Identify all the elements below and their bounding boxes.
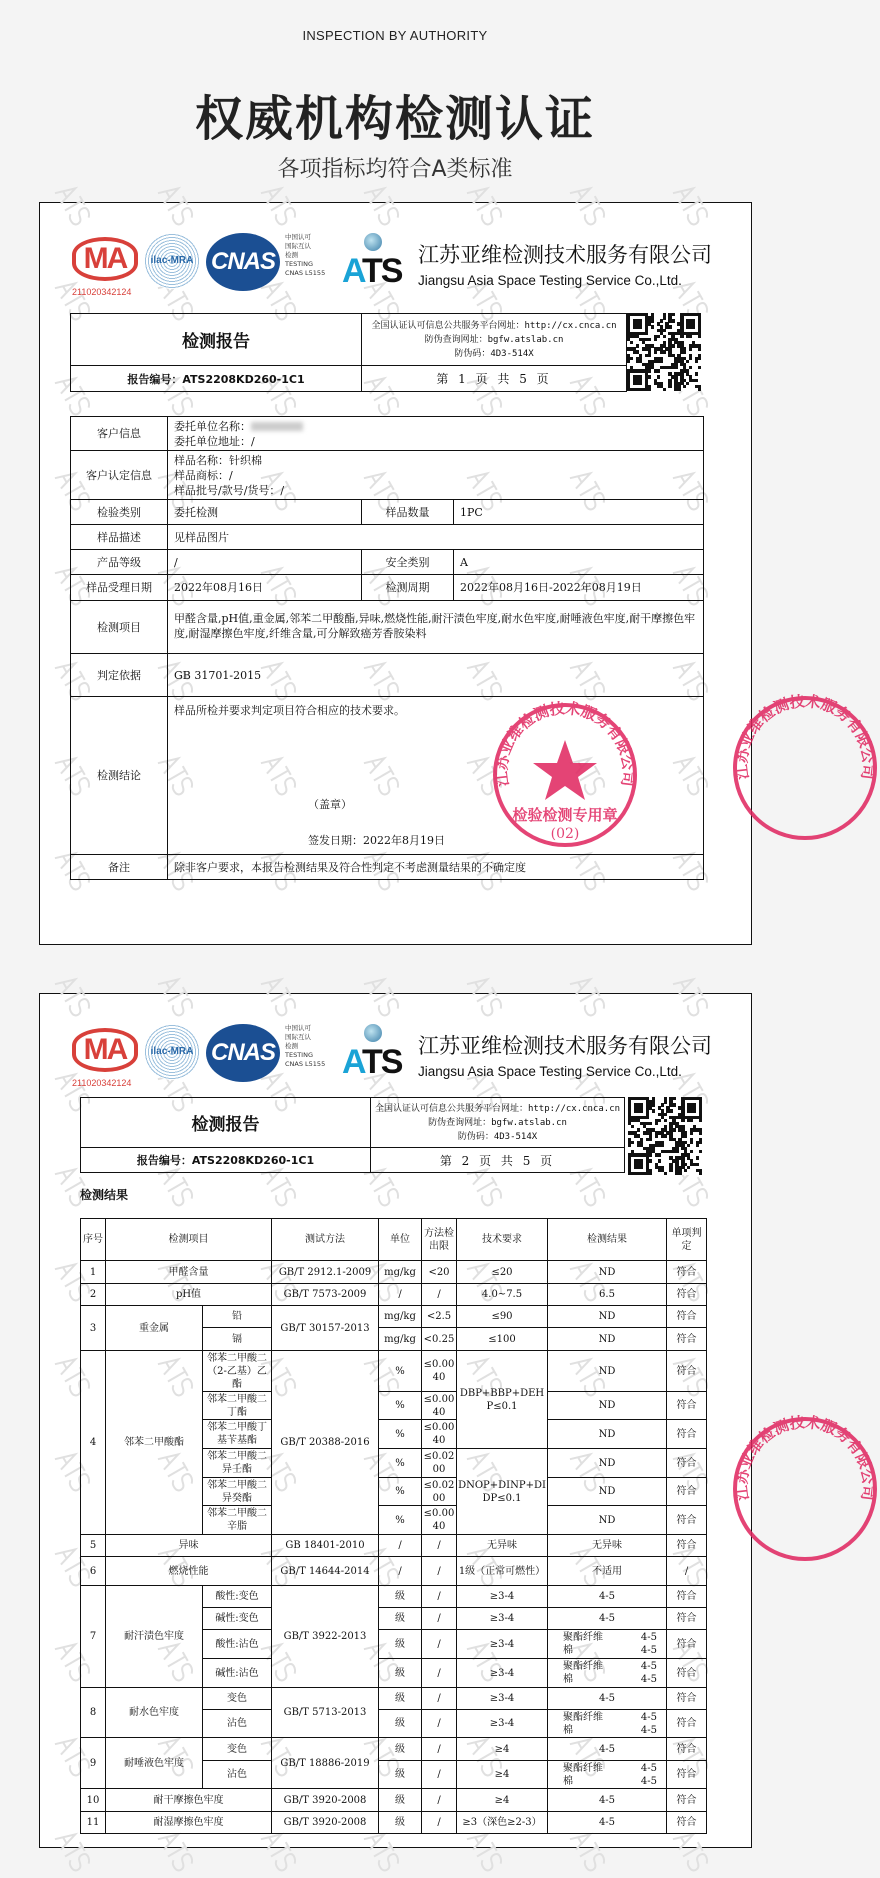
test-method: GB/T 7573-2009 <box>272 1284 379 1306</box>
item-name: 甲醛含量 <box>106 1261 272 1284</box>
unit: / <box>379 1535 422 1557</box>
test-result: ND <box>548 1306 667 1328</box>
unit: / <box>379 1557 422 1586</box>
sub-item-name: 邻苯二甲酸二丁酯 <box>203 1392 272 1420</box>
verdict: 符合 <box>667 1478 707 1506</box>
sub-item-name: 沾色 <box>203 1761 272 1789</box>
detection-limit: ≤0.0200 <box>422 1449 457 1478</box>
test-result: ND <box>548 1449 667 1478</box>
sub-item-name: 沾色 <box>203 1710 272 1738</box>
detection-limit: <20 <box>422 1261 457 1284</box>
requirement: ≤100 <box>457 1328 548 1351</box>
cma-logo: MA <box>72 1028 138 1072</box>
item-name: 异味 <box>106 1535 272 1557</box>
result-line <box>549 1775 665 1788</box>
cnas-caption: 中国认可 国际互认 检测 TESTING CNAS L5155 <box>285 233 326 277</box>
receipt-date-label: 样品受理日期 <box>71 575 168 601</box>
platform-url: 全国认证认可信息公共服务平台网址：http://cx.cnca.cn <box>371 320 617 331</box>
page-subtitle: 各项指标均符合A类标准 <box>277 157 513 182</box>
ilac-mra-logo: ilac-MRA <box>144 233 200 289</box>
sub-item-name: 镉 <box>203 1328 272 1351</box>
test-result: ND <box>548 1261 667 1284</box>
unit: % <box>379 1392 422 1420</box>
watermark-ats-mark <box>48 1828 93 1878</box>
column-header: 单项判定 <box>667 1219 707 1261</box>
requirement: ≥4 <box>457 1738 548 1761</box>
unit: % <box>379 1351 422 1392</box>
unit: 级 <box>379 1659 422 1688</box>
unit: % <box>379 1478 422 1506</box>
cma-number: 211020342124 <box>72 1078 132 1088</box>
conclusion-label: 检测结论 <box>71 697 168 855</box>
sample-info-table <box>70 416 704 880</box>
detection-limit: / <box>422 1812 457 1834</box>
partial-seal <box>730 1414 880 1564</box>
detection-limit: ≤0.0040 <box>422 1420 457 1449</box>
sub-item-name: 邻苯二甲酸二（2-乙基）乙酯 <box>203 1351 272 1392</box>
sample-name: 样品名称：针织棉 <box>174 453 262 467</box>
detection-limit: / <box>422 1789 457 1812</box>
result-line <box>549 1762 665 1775</box>
globe-icon <box>364 1024 382 1042</box>
rating: 4-5 <box>640 1711 657 1723</box>
item-name: 重金属 <box>106 1306 203 1351</box>
unit: mg/kg <box>379 1306 422 1328</box>
unit: 级 <box>379 1789 422 1812</box>
item-name: 邻苯二甲酸酯 <box>106 1351 203 1535</box>
rating: 4-5 <box>640 1674 657 1685</box>
test-result: ND <box>548 1328 667 1351</box>
requirement: ≥3-4 <box>457 1586 548 1608</box>
watermark-ats-mark <box>666 1828 711 1878</box>
verdict: 符合 <box>667 1586 707 1608</box>
ilac-mra-logo: ilac-MRA <box>144 1024 200 1080</box>
sub-item-name: 酸性:沾色 <box>203 1630 272 1659</box>
seal-center-text: 检验检测专用章 <box>512 806 618 824</box>
company-name-cn: 江苏亚维检测技术服务有限公司 <box>418 1034 712 1058</box>
verdict: 符合 <box>667 1392 707 1420</box>
detection-limit: / <box>422 1630 457 1659</box>
table-row <box>81 1306 707 1328</box>
basis-label: 判定依据 <box>71 654 168 697</box>
requirement: ≥3-4 <box>457 1710 548 1738</box>
test-result: 4-5 <box>548 1688 667 1710</box>
section-kicker: INSPECTION BY AUTHORITY <box>302 28 488 43</box>
verdict: 符合 <box>667 1506 707 1535</box>
requirement: 1级（正常可燃性） <box>457 1557 548 1586</box>
sample-qty: 1PC <box>454 500 704 525</box>
test-result: 4-5 <box>548 1812 667 1834</box>
verdict: 符合 <box>667 1789 707 1812</box>
basis: GB 31701-2015 <box>168 654 704 697</box>
table-header-row <box>81 1219 707 1261</box>
test-method: GB/T 18886-2019 <box>272 1738 379 1789</box>
item-name: 耐干摩擦色牢度 <box>106 1789 272 1812</box>
customer-name: 委托单位名称： <box>174 419 251 433</box>
detection-limit: <2.5 <box>422 1306 457 1328</box>
inspection-type: 委托检测 <box>168 500 362 525</box>
grade-label: 产品等级 <box>71 550 168 575</box>
table-row <box>81 1812 707 1834</box>
fiber-name: 棉 <box>563 1724 573 1736</box>
result-line <box>549 1644 665 1657</box>
column-header: 检测结果 <box>548 1219 667 1261</box>
results-heading: 检测结果 <box>80 1188 129 1202</box>
unit: 级 <box>379 1761 422 1789</box>
fiber-name: 聚酯纤维 <box>563 1711 603 1723</box>
item-number: 2 <box>81 1284 106 1306</box>
ats-logo: ATS <box>342 1043 402 1081</box>
unit: 级 <box>379 1586 422 1608</box>
test-result: 不适用 <box>548 1557 667 1586</box>
ats-logo: ATS <box>342 252 402 290</box>
requirement: DBP+BBP+DEHP≤0.1 <box>457 1351 548 1449</box>
sub-item-name: 变色 <box>203 1738 272 1761</box>
verdict: 符合 <box>667 1630 707 1659</box>
conclusion-cell <box>168 697 704 855</box>
table-row <box>81 1586 707 1608</box>
report-page-1 <box>39 202 878 945</box>
result-line <box>549 1631 665 1644</box>
unit: % <box>379 1449 422 1478</box>
detection-limit: ≤0.0040 <box>422 1392 457 1420</box>
report-header-table <box>80 1097 625 1173</box>
requirement: ≥3（深色≥2-3） <box>457 1812 548 1834</box>
verdict: 符合 <box>667 1420 707 1449</box>
detection-limit: / <box>422 1761 457 1789</box>
item-number: 9 <box>81 1738 106 1789</box>
item-number: 6 <box>81 1557 106 1586</box>
unit: mg/kg <box>379 1328 422 1351</box>
table-row <box>81 1535 707 1557</box>
conclusion-text: 样品所检并要求判定项目符合相应的技术要求。 <box>174 704 405 717</box>
test-result: 4-5 <box>548 1608 667 1630</box>
item-name: 耐湿摩擦色牢度 <box>106 1812 272 1834</box>
result-line <box>549 1711 665 1724</box>
fiber-name: 棉 <box>563 1645 573 1656</box>
unit: 级 <box>379 1738 422 1761</box>
test-result <box>548 1710 667 1738</box>
report-number: 报告编号：ATS2208KD260-1C1 <box>81 1148 371 1173</box>
detection-limit: / <box>422 1608 457 1630</box>
verdict: / <box>667 1557 707 1586</box>
test-result: 4-5 <box>548 1789 667 1812</box>
fiber-name: 聚酯纤维 <box>563 1661 603 1672</box>
confirm-info <box>168 451 704 500</box>
sample-qty-label: 样品数量 <box>362 500 454 525</box>
unit: % <box>379 1506 422 1535</box>
item-number: 5 <box>81 1535 106 1557</box>
column-header: 技术要求 <box>457 1219 548 1261</box>
item-number: 11 <box>81 1812 106 1834</box>
logo-bar <box>40 203 753 303</box>
verdict: 符合 <box>667 1449 707 1478</box>
sub-item-name: 铅 <box>203 1306 272 1328</box>
detection-limit: / <box>422 1738 457 1761</box>
safety-category: A <box>454 550 704 575</box>
test-result: 4-5 <box>548 1586 667 1608</box>
table-row <box>81 1688 707 1710</box>
fiber-name: 聚酯纤维 <box>563 1762 603 1774</box>
verify-site: 防伪查询网址：bgfw.atslab.cn <box>428 1117 567 1128</box>
requirement: ≥3-4 <box>457 1659 548 1688</box>
table-row <box>81 1789 707 1812</box>
test-period-label: 检测周期 <box>362 575 454 601</box>
rating: 4-5 <box>640 1775 657 1787</box>
detection-limit: / <box>422 1710 457 1738</box>
unit: 级 <box>379 1630 422 1659</box>
inspection-type-label: 检验类别 <box>71 500 168 525</box>
verdict: 符合 <box>667 1659 707 1688</box>
column-header: 检测项目 <box>106 1219 272 1261</box>
sample-desc: 见样品图片 <box>168 525 704 550</box>
test-result <box>548 1659 667 1688</box>
page-title: 权威机构检测认证 <box>194 91 595 147</box>
detection-limit: / <box>422 1688 457 1710</box>
requirement: ≥3-4 <box>457 1630 548 1659</box>
requirement: ≤20 <box>457 1261 548 1284</box>
rating: 4-5 <box>640 1632 657 1643</box>
sample-desc-label: 样品描述 <box>71 525 168 550</box>
company-name-en: Jiangsu Asia Space Testing Service Co.,Ltd. <box>418 273 682 288</box>
test-method: GB/T 3920-2008 <box>272 1789 379 1812</box>
results-table <box>80 1218 707 1834</box>
issue-date: 签发日期：2022年8月19日 <box>308 834 445 847</box>
page-indicator: 第 1 页 共 5 页 <box>362 366 627 392</box>
detection-limit: / <box>422 1659 457 1688</box>
unit: 级 <box>379 1608 422 1630</box>
result-line <box>549 1724 665 1737</box>
sub-item-name: 邻苯二甲酸丁基苄基酯 <box>203 1420 272 1449</box>
cnas-caption: 中国认可 国际互认 检测 TESTING CNAS L5155 <box>285 1024 326 1068</box>
sub-item-name: 酸性:变色 <box>203 1586 272 1608</box>
table-row <box>81 1738 707 1761</box>
customer-address: 委托单位地址：/ <box>174 434 255 448</box>
verdict: 符合 <box>667 1351 707 1392</box>
verdict: 符合 <box>667 1284 707 1306</box>
fiber-name: 棉 <box>563 1674 573 1685</box>
test-method: GB/T 3920-2008 <box>272 1812 379 1834</box>
remark-label: 备注 <box>71 855 168 880</box>
requirement: ≥4 <box>457 1761 548 1789</box>
company-name-en: Jiangsu Asia Space Testing Service Co.,Ltd. <box>418 1064 682 1079</box>
verdict: 符合 <box>667 1328 707 1351</box>
item-number: 10 <box>81 1789 106 1812</box>
requirement: 4.0~7.5 <box>457 1284 548 1306</box>
requirement: ≥3-4 <box>457 1688 548 1710</box>
watermark-ats-mark <box>357 1828 402 1878</box>
sub-item-name: 邻苯二甲酸二异癸酯 <box>203 1478 272 1506</box>
unit: 级 <box>379 1812 422 1834</box>
customer-name-redacted <box>251 422 303 431</box>
verdict: 符合 <box>667 1812 707 1834</box>
fiber-name: 聚酯纤维 <box>563 1632 603 1643</box>
company-name-cn: 江苏亚维检测技术服务有限公司 <box>418 243 712 267</box>
sub-item-name: 碱性:变色 <box>203 1608 272 1630</box>
receipt-date: 2022年08月16日 <box>168 575 362 601</box>
watermark-ats-mark <box>254 1828 299 1878</box>
page-indicator: 第 2 页 共 5 页 <box>371 1148 625 1173</box>
item-number: 8 <box>81 1688 106 1738</box>
sample-batch: 样品批号/款号/货号：/ <box>174 483 285 497</box>
confirm-info-label: 客户认定信息 <box>71 451 168 500</box>
test-method: GB/T 3922-2013 <box>272 1586 379 1688</box>
qr-code <box>627 313 701 391</box>
cma-logo: MA <box>72 237 138 281</box>
customer-info-label: 客户信息 <box>71 417 168 451</box>
table-row <box>81 1261 707 1284</box>
test-result: 4-5 <box>548 1738 667 1761</box>
test-items-label: 检测项目 <box>71 601 168 654</box>
item-number: 7 <box>81 1586 106 1688</box>
seal-ring-text: 江苏亚维检测技术服务有限公司 <box>492 700 638 788</box>
test-result: ND <box>548 1478 667 1506</box>
seal-note: （盖章） <box>308 798 352 811</box>
item-number: 4 <box>81 1351 106 1535</box>
rating: 4-5 <box>640 1762 657 1774</box>
verify-site: 防伪查询网址：bgfw.atslab.cn <box>424 334 564 345</box>
verdict: 符合 <box>667 1710 707 1738</box>
column-header: 方法检出限 <box>422 1219 457 1261</box>
test-period: 2022年08月16日-2022年08月19日 <box>454 575 704 601</box>
verdict: 符合 <box>667 1535 707 1557</box>
verification-info <box>371 1098 625 1148</box>
test-method: GB/T 14644-2014 <box>272 1557 379 1586</box>
report-title: 检测报告 <box>81 1098 371 1148</box>
verify-code: 防伪码：4D3-514X <box>457 1131 538 1142</box>
watermark-ats-mark <box>563 1828 608 1878</box>
test-result: 无异味 <box>548 1535 667 1557</box>
column-header: 序号 <box>81 1219 106 1261</box>
requirement: DNOP+DINP+DIDP≤0.1 <box>457 1449 548 1535</box>
column-header: 测试方法 <box>272 1219 379 1261</box>
verdict: 符合 <box>667 1738 707 1761</box>
verdict: 符合 <box>667 1761 707 1789</box>
seal-ring-text: 江苏亚维检测技术服务有限公司 <box>732 693 878 781</box>
test-result: ND <box>548 1506 667 1535</box>
item-number: 3 <box>81 1306 106 1351</box>
logo-bar <box>40 994 753 1094</box>
sub-item-name: 邻苯二甲酸二异壬酯 <box>203 1449 272 1478</box>
column-header: 单位 <box>379 1219 422 1261</box>
sub-item-name: 碱性:沾色 <box>203 1659 272 1688</box>
test-method: GB/T 2912.1-2009 <box>272 1261 379 1284</box>
unit: 级 <box>379 1710 422 1738</box>
requirement: ≥4 <box>457 1789 548 1812</box>
partial-seal <box>730 693 880 843</box>
rating: 4-5 <box>640 1724 657 1736</box>
report-title: 检测报告 <box>71 314 362 366</box>
report-number: 报告编号：ATS2208KD260-1C1 <box>71 366 362 392</box>
cnas-logo: CNAS <box>206 233 280 291</box>
result-line <box>549 1660 665 1673</box>
rating: 4-5 <box>640 1661 657 1672</box>
requirement: 无异味 <box>457 1535 548 1557</box>
report-header-table <box>70 313 627 392</box>
seal-code: (02) <box>550 826 580 842</box>
requirement: ≥3-4 <box>457 1608 548 1630</box>
requirement: ≤90 <box>457 1306 548 1328</box>
detection-limit: / <box>422 1535 457 1557</box>
watermark-ats-mark <box>151 1828 196 1878</box>
qr-code <box>628 1097 702 1175</box>
test-items: 甲醛含量,pH值,重金属,邻苯二甲酸酯,异味,燃烧性能,耐汗渍色牢度,耐水色牢度,耐唾液色牢度,耐干摩擦色牢度,耐湿摩擦色牢度,纤维含量,可分解致癌芳香胺染料 <box>168 601 704 654</box>
globe-icon <box>364 233 382 251</box>
verdict: 符合 <box>667 1306 707 1328</box>
verdict: 符合 <box>667 1608 707 1630</box>
test-method: GB/T 20388-2016 <box>272 1351 379 1535</box>
report-page-2 <box>39 993 878 1848</box>
table-row <box>81 1351 707 1392</box>
test-result <box>548 1630 667 1659</box>
item-number: 1 <box>81 1261 106 1284</box>
test-method: GB/T 5713-2013 <box>272 1688 379 1738</box>
item-name: 耐汗渍色牢度 <box>106 1586 203 1688</box>
detection-limit: ≤0.0040 <box>422 1351 457 1392</box>
item-name: 燃烧性能 <box>106 1557 272 1586</box>
test-result: 6.5 <box>548 1284 667 1306</box>
detection-limit: <0.25 <box>422 1328 457 1351</box>
rating: 4-5 <box>640 1645 657 1656</box>
seal-ring-text: 江苏亚维检测技术服务有限公司 <box>732 1414 878 1502</box>
watermark-ats-mark <box>460 1828 505 1878</box>
sub-item-name: 邻苯二甲酸二辛脂 <box>203 1506 272 1535</box>
customer-info <box>168 417 704 451</box>
table-row <box>81 1284 707 1306</box>
cnas-logo: CNAS <box>206 1024 280 1082</box>
item-name: pH值 <box>106 1284 272 1306</box>
test-result <box>548 1761 667 1789</box>
result-line <box>549 1673 665 1686</box>
verdict: 符合 <box>667 1261 707 1284</box>
unit: % <box>379 1420 422 1449</box>
remark: 除非客户要求，本报告检测结果及符合性判定不考虑测量结果的不确定度 <box>168 855 704 880</box>
verdict: 符合 <box>667 1688 707 1710</box>
table-row <box>81 1557 707 1586</box>
detection-limit: ≤0.0040 <box>422 1506 457 1535</box>
unit: 级 <box>379 1688 422 1710</box>
platform-url: 全国认证认可信息公共服务平台网址：http://cx.cnca.cn <box>374 1103 621 1114</box>
unit: / <box>379 1284 422 1306</box>
test-result: ND <box>548 1392 667 1420</box>
test-method: GB 18401-2010 <box>272 1535 379 1557</box>
unit: mg/kg <box>379 1261 422 1284</box>
fiber-name: 棉 <box>563 1775 573 1787</box>
detection-limit: / <box>422 1586 457 1608</box>
detection-limit: / <box>422 1557 457 1586</box>
detection-limit: / <box>422 1284 457 1306</box>
verification-info <box>362 314 627 366</box>
test-method: GB/T 30157-2013 <box>272 1306 379 1351</box>
sub-item-name: 变色 <box>203 1688 272 1710</box>
item-name: 耐水色牢度 <box>106 1688 203 1738</box>
cma-number: 211020342124 <box>72 287 132 297</box>
detection-limit: ≤0.0200 <box>422 1478 457 1506</box>
safety-label: 安全类别 <box>362 550 454 575</box>
verify-code: 防伪码：4D3-514X <box>454 348 534 359</box>
grade: / <box>168 550 362 575</box>
item-name: 耐唾液色牢度 <box>106 1738 203 1789</box>
sample-brand: 样品商标：/ <box>174 468 233 482</box>
test-result: ND <box>548 1420 667 1449</box>
test-result: ND <box>548 1351 667 1392</box>
